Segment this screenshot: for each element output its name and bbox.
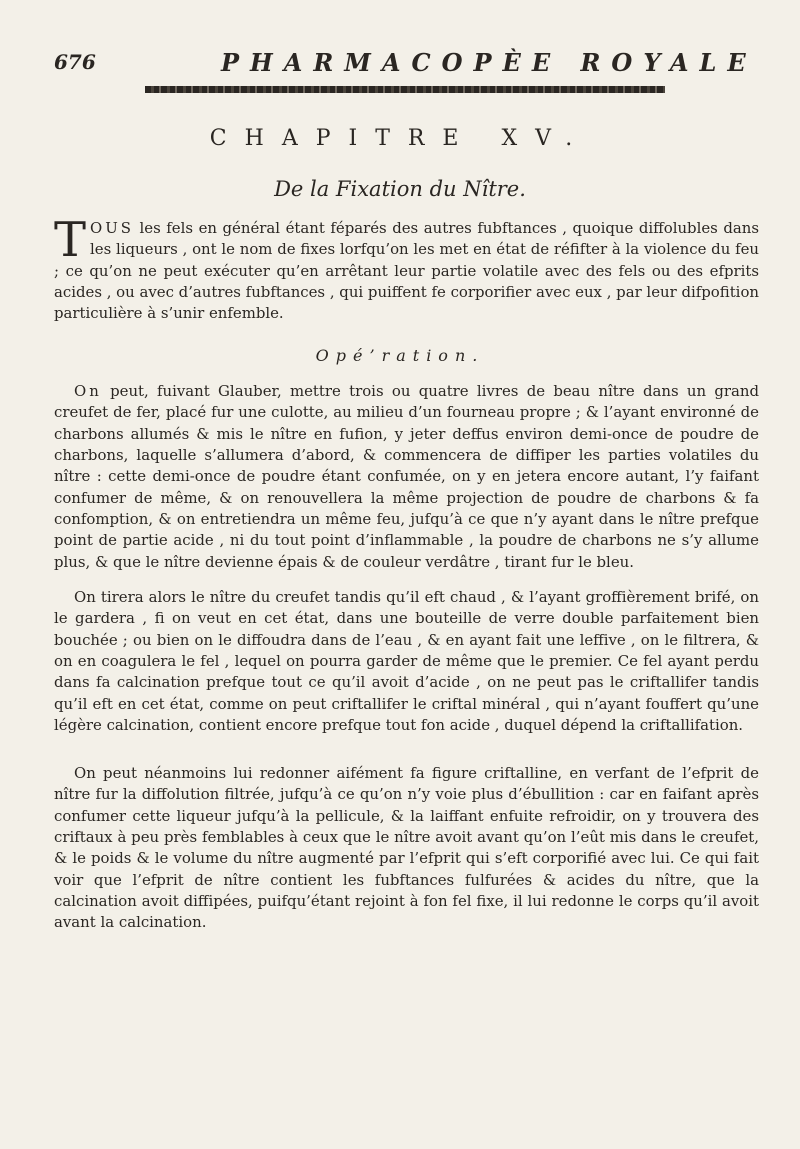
paragraph-crystallisation xyxy=(54,763,759,934)
chapter-heading: CHAPITRE XV. xyxy=(209,126,591,151)
paragraph-calcination-text: On tirera alors le nître du creufet tandis qu’il eft chaud , & l’ayant groffièrement brifé, on le gardera , fi on veut en cet état, dans une bouteille de verre double parfaitement bien bouchée ; ou bien on le diffoudra dans de l’eau , & en ayant fait une leffive , on le filtrera, & on en coagulera le fel , lequel on pourra garder de même que le premier. Ce fel ayant perdu dans fa calcination prefque tout ce qu’il avoit d’acide , on ne peut pas le criftallifer tandis qu’il eft en cet état, comme on peut criftallifer le criftal minéral , qui n’ayant fouffert qu’une légère calcination, contient encore prefque tout fon acide , duquel dépend la criftallifation. xyxy=(54,588,759,735)
paragraph-operation xyxy=(54,381,759,573)
paragraph-crystallisation-text: On peut néanmoins lui redonner aifément fa figure criftalline, en verfant de l’efprit de nître fur la diffolution filtrée, jufqu’à ce qu’on n’y voie plus d’ébullition : car en faifant après confumer cette liqueur jufqu’à la pellicule, & la laiffant enfuite refroidir, on y trouvera des criftaux à peu près femblables à ceux que le nître avoit avant qu’on l’eût mis dans le creufet, & le poids & le volume du nître augmenté par l’efprit qui s’eft corporifié avec lui. Ce qui fait voir que l’efprit de nître contient les fubftances fulfurées & acides du nître, que la calcination avoit diffipées, puifqu’étant rejoint à fon fel fixe, il lui redonne le corps qu’il avoit avant la calcination. xyxy=(54,764,759,932)
paragraph-intro-smallcaps: OUS xyxy=(90,219,134,237)
chapter-subtitle: De la Fixation du Nître. xyxy=(274,177,526,201)
paragraph-operation-lead: On xyxy=(74,382,102,400)
page-number: 676 xyxy=(54,50,96,74)
paragraph-calcination xyxy=(54,587,759,736)
paragraph-intro-text: les fels en général étant féparés des autres fubftances , quoique diffolubles dans les liqueurs , ont le nom de fixes lorfqu’on les met en état de réfifter à la violence du feu ; ce qu’on ne peut exécuter qu’en arrêtant leur partie volatile avec des fels ou des efprits acides , ou avec d’autres fubftances , qui puiffent fe corporifier avec eux , par leur difpofition particulière à s’unir enfemble. xyxy=(54,219,759,323)
paragraph-intro xyxy=(54,212,759,325)
paragraph-operation-text: peut, fuivant Glauber, mettre trois ou quatre livres de beau nître dans un grand creufet de fer, placé fur une culotte, au milieu d’un fourneau propre ; & l’ayant environné de charbons allumés & mis le nître en fufion, y jeter deffus environ demi-once de poudre de charbons, laquelle s’allumera d’abord, & commencera de diffiper les parties volatiles du nître : cette demi-once de poudre étant confumée, on y en jetera encore autant, l’y faifant confumer de même, & on renouvellera la même projection de poudre de charbons & fa confomption, & on entretiendra un même feu, jufqu’à ce que n’y ayant dans le nître prefque point de partie acide , ni du tout point d’inflammable , la poudre de charbons ne s’y allume plus, & que le nître devienne épais & de couleur verdâtre , tirant fur le bleu. xyxy=(54,382,759,571)
ornamental-rule xyxy=(145,86,665,93)
running-head xyxy=(46,48,760,82)
section-heading-operation: Opé’ration. xyxy=(315,346,485,365)
drop-cap: T xyxy=(54,212,87,268)
running-title: PHARMACOPÈE ROYALE xyxy=(221,48,757,77)
